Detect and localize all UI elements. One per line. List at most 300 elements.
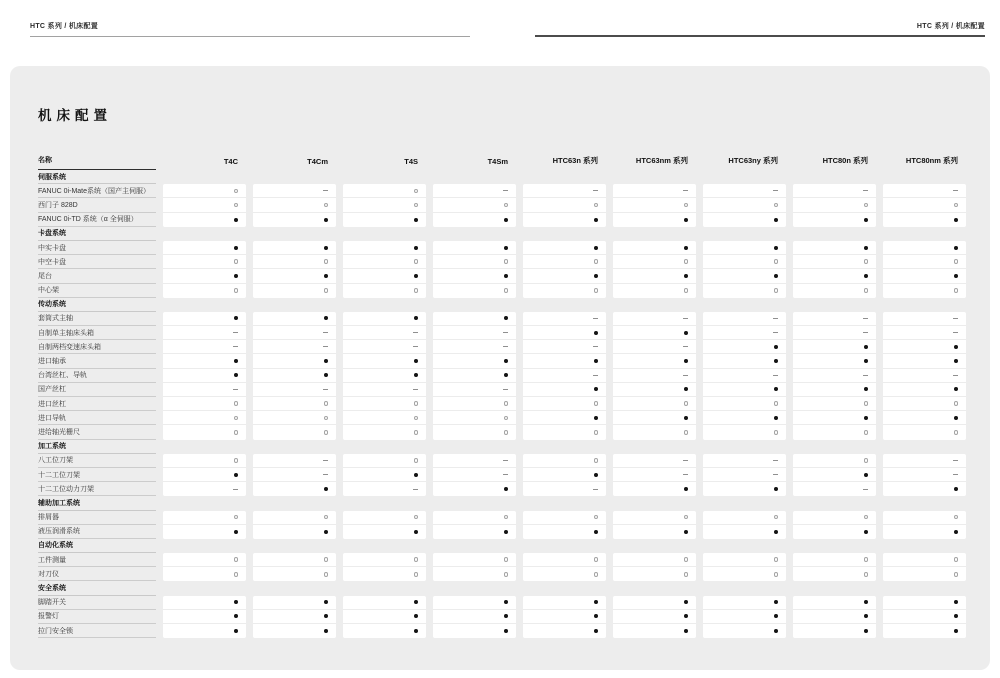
config-cell [523, 482, 606, 496]
config-cell [433, 340, 516, 354]
config-cell [613, 184, 696, 198]
config-cell [253, 425, 336, 439]
standard-dot-icon [414, 218, 418, 222]
section-spacer [163, 440, 246, 454]
not-available-dash-icon [863, 332, 868, 333]
config-cell [343, 553, 426, 567]
config-cell [343, 397, 426, 411]
config-cell [523, 326, 606, 340]
config-cell [613, 525, 696, 539]
config-cell [793, 241, 876, 255]
config-cell [343, 383, 426, 397]
config-cell [343, 312, 426, 326]
section-spacer [793, 298, 876, 312]
config-cell [163, 213, 246, 227]
config-cell [253, 525, 336, 539]
config-cell [703, 482, 786, 496]
standard-dot-icon [864, 387, 868, 391]
config-cell [703, 411, 786, 425]
section-title: 加工系统 [38, 440, 156, 454]
standard-dot-icon [864, 246, 868, 250]
config-cell [163, 468, 246, 482]
config-cell [253, 454, 336, 468]
config-cell [163, 553, 246, 567]
standard-dot-icon [414, 473, 418, 477]
config-row-label: 中空卡盘 [38, 255, 156, 269]
config-cell [793, 425, 876, 439]
config-row-label: 套筒式主轴 [38, 312, 156, 326]
section-spacer [793, 440, 876, 454]
optional-circle-icon [504, 259, 509, 264]
config-cell [163, 397, 246, 411]
optional-circle-icon [414, 203, 419, 208]
config-cell [253, 411, 336, 425]
standard-dot-icon [684, 359, 688, 363]
config-cell [163, 624, 246, 638]
config-cell [433, 284, 516, 298]
not-available-dash-icon [413, 332, 418, 333]
config-cell [703, 340, 786, 354]
config-cell [883, 610, 966, 624]
standard-dot-icon [234, 359, 238, 363]
not-available-dash-icon [233, 489, 238, 490]
config-cell [793, 312, 876, 326]
section-spacer [523, 496, 606, 510]
not-available-dash-icon [683, 318, 688, 319]
standard-dot-icon [504, 487, 508, 491]
section-spacer [163, 539, 246, 553]
standard-dot-icon [864, 345, 868, 349]
config-row-label: 尾台 [38, 269, 156, 283]
config-row-label: 中心架 [38, 284, 156, 298]
config-cell [613, 369, 696, 383]
standard-dot-icon [954, 530, 958, 534]
config-row-label: 报警灯 [38, 610, 156, 624]
standard-dot-icon [324, 218, 328, 222]
config-cell [703, 610, 786, 624]
standard-dot-icon [774, 530, 778, 534]
config-cell [613, 596, 696, 610]
standard-dot-icon [234, 600, 238, 604]
config-row-label: 十二工位刀架 [38, 468, 156, 482]
breadcrumb-right: HTC 系列 / 机床配置 [916, 23, 985, 30]
not-available-dash-icon [503, 460, 508, 461]
config-cell [343, 425, 426, 439]
section-spacer [343, 581, 426, 595]
section-spacer [163, 581, 246, 595]
standard-dot-icon [414, 274, 418, 278]
config-cell [883, 184, 966, 198]
column-header: T4C [223, 157, 238, 166]
config-cell [343, 610, 426, 624]
config-cell [523, 624, 606, 638]
standard-dot-icon [414, 629, 418, 633]
config-row-label: 自制单主轴床头箱 [38, 326, 156, 340]
optional-circle-icon [594, 401, 599, 406]
config-cell [433, 269, 516, 283]
standard-dot-icon [774, 387, 778, 391]
optional-circle-icon [594, 458, 599, 463]
config-table [38, 146, 966, 638]
not-available-dash-icon [773, 375, 778, 376]
column-header: T4Sm [487, 157, 508, 166]
config-cell [253, 340, 336, 354]
config-cell [523, 397, 606, 411]
section-spacer [523, 581, 606, 595]
not-available-dash-icon [593, 190, 598, 191]
config-cell [253, 369, 336, 383]
standard-dot-icon [594, 614, 598, 618]
optional-circle-icon [504, 572, 509, 577]
standard-dot-icon [594, 600, 598, 604]
config-cell [793, 284, 876, 298]
config-cell [433, 354, 516, 368]
config-cell [253, 241, 336, 255]
optional-circle-icon [504, 557, 509, 562]
config-cell [793, 567, 876, 581]
standard-dot-icon [774, 614, 778, 618]
config-cell [523, 284, 606, 298]
config-cell [523, 241, 606, 255]
config-cell [163, 284, 246, 298]
standard-dot-icon [684, 331, 688, 335]
not-available-dash-icon [593, 489, 598, 490]
section-spacer [163, 496, 246, 510]
section-spacer [883, 539, 966, 553]
standard-dot-icon [864, 473, 868, 477]
config-cell [433, 567, 516, 581]
config-cell [163, 312, 246, 326]
optional-circle-icon [684, 557, 689, 562]
config-cell [793, 411, 876, 425]
config-cell [793, 468, 876, 482]
column-header: T4Cm [307, 157, 328, 166]
standard-dot-icon [414, 614, 418, 618]
config-row-label: 进口轴承 [38, 354, 156, 368]
standard-dot-icon [864, 416, 868, 420]
config-cell [253, 511, 336, 525]
optional-circle-icon [594, 259, 599, 264]
section-spacer [253, 496, 336, 510]
standard-dot-icon [234, 246, 238, 250]
config-cell [793, 511, 876, 525]
config-cell [883, 312, 966, 326]
optional-circle-icon [774, 430, 779, 435]
config-cell [253, 354, 336, 368]
config-row-label: 液压润滑系统 [38, 525, 156, 539]
optional-circle-icon [234, 430, 239, 435]
section-spacer [703, 539, 786, 553]
config-cell [343, 198, 426, 212]
config-cell [163, 511, 246, 525]
standard-dot-icon [324, 530, 328, 534]
config-cell [793, 624, 876, 638]
config-cell [793, 397, 876, 411]
section-spacer [433, 298, 516, 312]
config-cell [163, 354, 246, 368]
standard-dot-icon [864, 218, 868, 222]
standard-dot-icon [414, 316, 418, 320]
config-cell [433, 553, 516, 567]
standard-dot-icon [864, 629, 868, 633]
config-cell [343, 511, 426, 525]
config-cell [343, 326, 426, 340]
optional-circle-icon [234, 572, 239, 577]
config-cell [253, 383, 336, 397]
standard-dot-icon [594, 218, 598, 222]
config-cell [343, 411, 426, 425]
not-available-dash-icon [953, 190, 958, 191]
optional-circle-icon [414, 515, 419, 520]
config-row-label: 国产丝杠 [38, 383, 156, 397]
content-card [10, 66, 990, 670]
config-cell [253, 184, 336, 198]
config-cell [433, 369, 516, 383]
not-available-dash-icon [683, 190, 688, 191]
standard-dot-icon [684, 416, 688, 420]
section-title: 辅助加工系统 [38, 496, 156, 510]
optional-circle-icon [324, 557, 329, 562]
config-cell [883, 511, 966, 525]
section-spacer [433, 170, 516, 184]
optional-circle-icon [234, 288, 239, 293]
optional-circle-icon [414, 288, 419, 293]
section-spacer [703, 581, 786, 595]
config-cell [883, 425, 966, 439]
section-spacer [613, 170, 696, 184]
config-cell [883, 326, 966, 340]
config-cell [613, 326, 696, 340]
standard-dot-icon [234, 218, 238, 222]
config-cell [883, 198, 966, 212]
config-cell [253, 326, 336, 340]
config-cell [883, 468, 966, 482]
header-rule-right [535, 35, 985, 37]
optional-circle-icon [864, 515, 869, 520]
section-spacer [793, 170, 876, 184]
config-cell [793, 198, 876, 212]
standard-dot-icon [684, 614, 688, 618]
column-header: HTC80nm 系列 [905, 156, 958, 165]
config-cell [613, 454, 696, 468]
section-spacer [703, 440, 786, 454]
config-cell [343, 567, 426, 581]
standard-dot-icon [324, 246, 328, 250]
not-available-dash-icon [863, 375, 868, 376]
config-cell [253, 284, 336, 298]
section-spacer [883, 496, 966, 510]
config-cell [253, 255, 336, 269]
standard-dot-icon [504, 600, 508, 604]
config-cell [433, 326, 516, 340]
section-spacer [343, 170, 426, 184]
section-spacer [703, 496, 786, 510]
config-cell [703, 553, 786, 567]
config-cell [433, 468, 516, 482]
config-cell [883, 596, 966, 610]
config-cell [253, 596, 336, 610]
standard-dot-icon [774, 487, 778, 491]
standard-dot-icon [234, 473, 238, 477]
not-available-dash-icon [323, 332, 328, 333]
config-cell [613, 198, 696, 212]
config-cell [613, 610, 696, 624]
standard-dot-icon [684, 530, 688, 534]
config-cell [793, 482, 876, 496]
optional-circle-icon [234, 515, 239, 520]
standard-dot-icon [954, 614, 958, 618]
standard-dot-icon [594, 331, 598, 335]
optional-circle-icon [774, 203, 779, 208]
not-available-dash-icon [233, 332, 238, 333]
section-spacer [523, 298, 606, 312]
config-row-label: 拉门安全锁 [38, 624, 156, 638]
not-available-dash-icon [773, 460, 778, 461]
config-cell [883, 553, 966, 567]
config-cell [253, 553, 336, 567]
section-spacer [613, 440, 696, 454]
optional-circle-icon [504, 288, 509, 293]
standard-dot-icon [954, 218, 958, 222]
optional-circle-icon [234, 416, 239, 421]
standard-dot-icon [324, 373, 328, 377]
optional-circle-icon [864, 288, 869, 293]
optional-circle-icon [594, 515, 599, 520]
standard-dot-icon [504, 530, 508, 534]
not-available-dash-icon [323, 389, 328, 390]
config-cell [523, 340, 606, 354]
optional-circle-icon [684, 572, 689, 577]
standard-dot-icon [594, 473, 598, 477]
standard-dot-icon [684, 218, 688, 222]
section-spacer [883, 440, 966, 454]
config-cell [433, 511, 516, 525]
config-cell [163, 241, 246, 255]
optional-circle-icon [414, 458, 419, 463]
config-row-label: 进口丝杠 [38, 397, 156, 411]
config-cell [883, 284, 966, 298]
config-cell [703, 241, 786, 255]
config-cell [703, 383, 786, 397]
optional-circle-icon [954, 557, 959, 562]
config-cell [253, 397, 336, 411]
config-cell [523, 525, 606, 539]
config-cell [523, 184, 606, 198]
section-spacer [253, 298, 336, 312]
optional-circle-icon [594, 557, 599, 562]
optional-circle-icon [864, 259, 869, 264]
config-cell [883, 383, 966, 397]
config-cell [613, 425, 696, 439]
optional-circle-icon [774, 557, 779, 562]
optional-circle-icon [594, 572, 599, 577]
standard-dot-icon [234, 316, 238, 320]
not-available-dash-icon [773, 190, 778, 191]
config-row-label: FANUC 0i-Mate系统（国产主伺服） [38, 184, 156, 198]
standard-dot-icon [774, 416, 778, 420]
optional-circle-icon [324, 288, 329, 293]
config-cell [793, 596, 876, 610]
standard-dot-icon [864, 530, 868, 534]
config-cell [253, 312, 336, 326]
not-available-dash-icon [953, 318, 958, 319]
table-name-header: 名称 [38, 146, 156, 170]
config-cell [343, 241, 426, 255]
optional-circle-icon [954, 203, 959, 208]
not-available-dash-icon [413, 346, 418, 347]
not-available-dash-icon [323, 346, 328, 347]
config-cell [433, 312, 516, 326]
config-cell [433, 525, 516, 539]
optional-circle-icon [684, 288, 689, 293]
standard-dot-icon [504, 614, 508, 618]
not-available-dash-icon [953, 474, 958, 475]
optional-circle-icon [684, 515, 689, 520]
section-title: 安全系统 [38, 581, 156, 595]
config-cell [343, 284, 426, 298]
section-title: 伺服系统 [38, 170, 156, 184]
config-cell [343, 468, 426, 482]
standard-dot-icon [954, 487, 958, 491]
section-spacer [793, 539, 876, 553]
config-cell [253, 624, 336, 638]
config-row-label: 十二工位动力刀架 [38, 482, 156, 496]
config-cell [163, 369, 246, 383]
optional-circle-icon [504, 416, 509, 421]
config-row-label: 进给轴光栅尺 [38, 425, 156, 439]
column-header: T4S [404, 157, 418, 166]
breadcrumb-left: HTC 系列 / 机床配置 [30, 23, 99, 30]
standard-dot-icon [774, 345, 778, 349]
not-available-dash-icon [863, 318, 868, 319]
config-cell [883, 340, 966, 354]
config-cell [523, 213, 606, 227]
section-spacer [343, 440, 426, 454]
section-spacer [433, 539, 516, 553]
standard-dot-icon [684, 387, 688, 391]
config-cell [883, 269, 966, 283]
config-cell [163, 610, 246, 624]
standard-dot-icon [414, 600, 418, 604]
config-cell [883, 255, 966, 269]
column-header: HTC63n 系列 [552, 156, 598, 165]
config-cell [793, 610, 876, 624]
config-cell [703, 198, 786, 212]
optional-circle-icon [594, 430, 599, 435]
standard-dot-icon [504, 373, 508, 377]
config-cell [613, 511, 696, 525]
config-cell [613, 284, 696, 298]
section-title: 自动化系统 [38, 539, 156, 553]
not-available-dash-icon [233, 346, 238, 347]
section-spacer [433, 581, 516, 595]
section-spacer [343, 227, 426, 241]
config-row-label: 西门子 828D [38, 198, 156, 212]
optional-circle-icon [864, 557, 869, 562]
column-header: HTC80n 系列 [822, 156, 868, 165]
section-spacer [613, 298, 696, 312]
standard-dot-icon [954, 359, 958, 363]
config-cell [163, 184, 246, 198]
standard-dot-icon [594, 416, 598, 420]
standard-dot-icon [324, 614, 328, 618]
not-available-dash-icon [233, 389, 238, 390]
optional-circle-icon [594, 203, 599, 208]
config-cell [523, 610, 606, 624]
standard-dot-icon [774, 600, 778, 604]
config-cell [163, 326, 246, 340]
standard-dot-icon [234, 530, 238, 534]
